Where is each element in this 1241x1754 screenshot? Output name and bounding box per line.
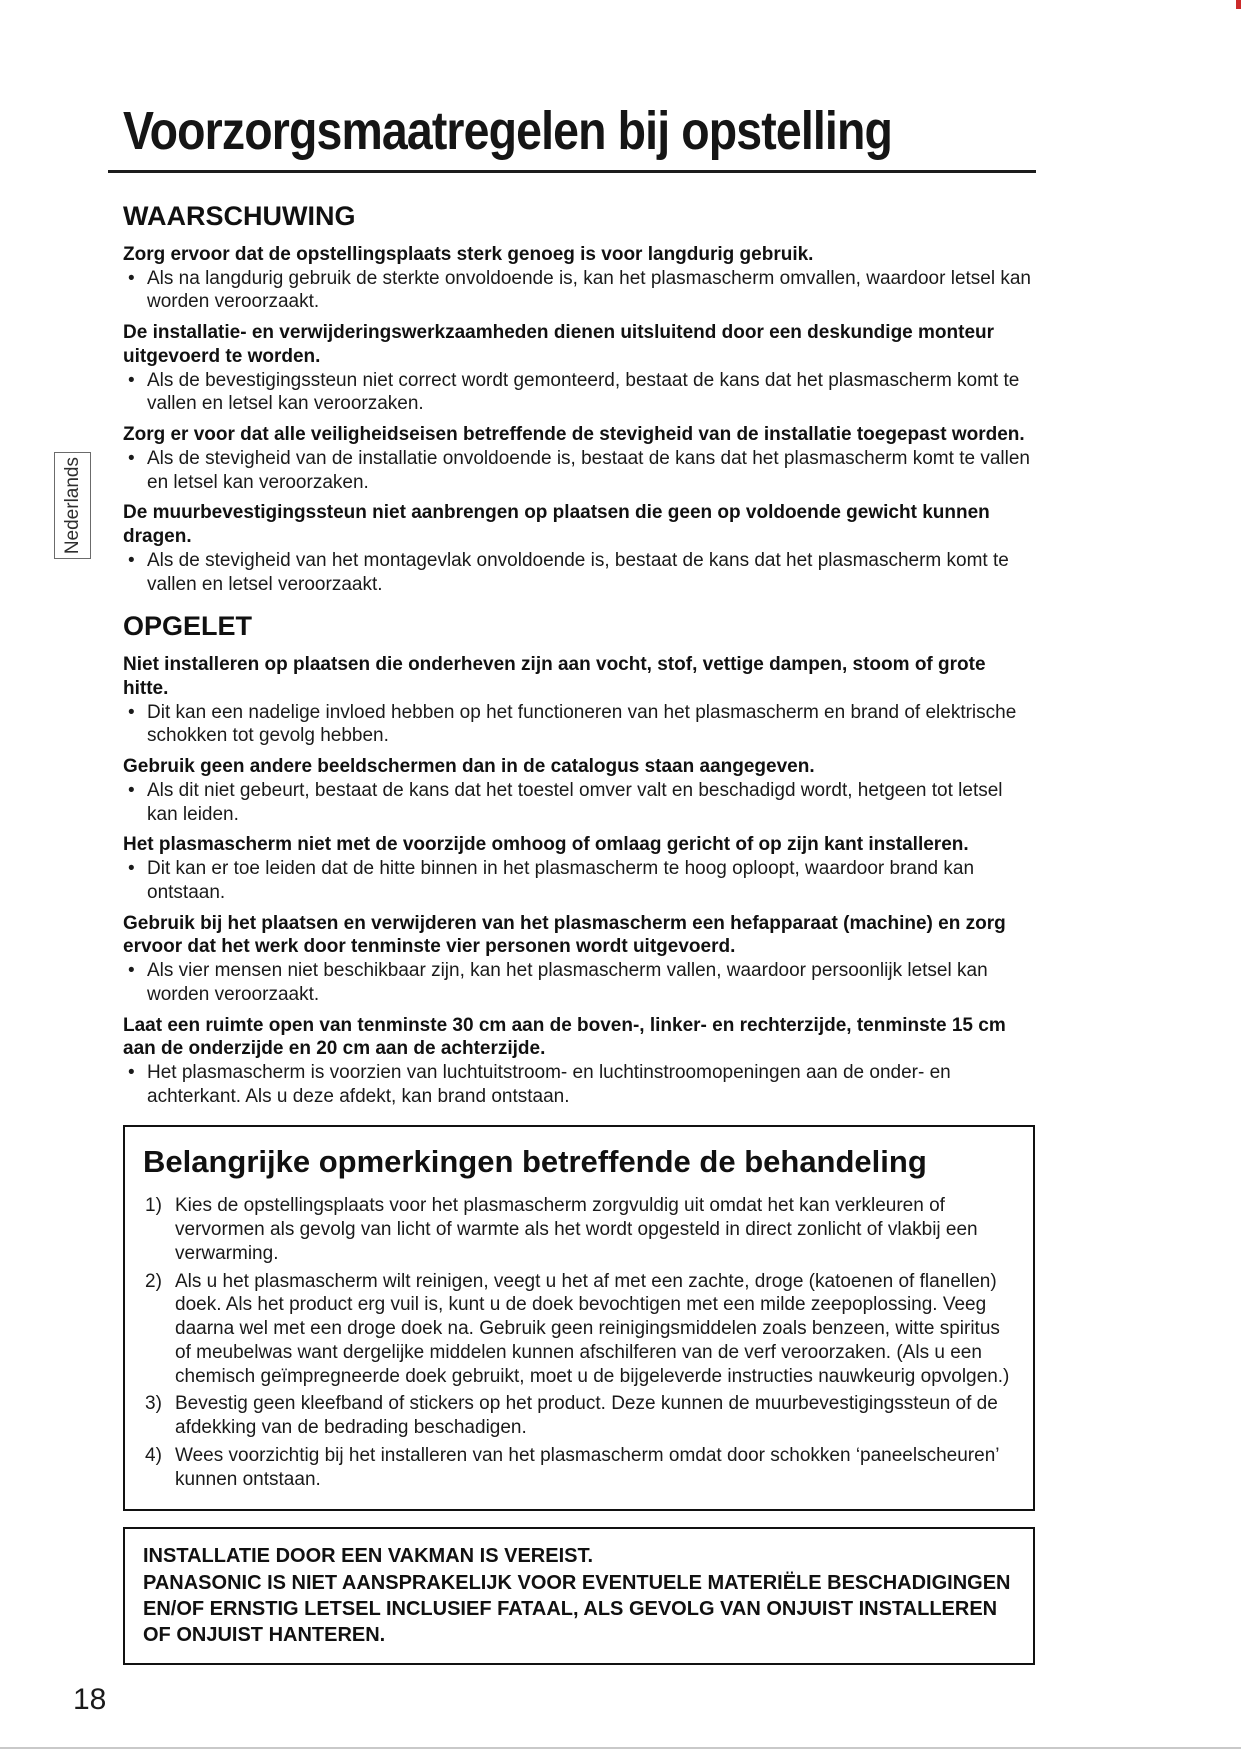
warning-item-bullet: • Als de stevigheid van de installatie onvoldoende is, bestaat de kans dat het plasmascherm komt te vallen en letsel kan veroorzaken. bbox=[123, 447, 1035, 495]
page-content bbox=[73, 200, 1035, 1718]
important-notes-box bbox=[123, 1125, 1035, 1512]
warning-item bbox=[123, 321, 1035, 416]
warning-heading: WAARSCHUWING bbox=[123, 201, 356, 231]
warning-item bbox=[123, 243, 1035, 314]
language-tab-label: Nederlands bbox=[61, 456, 83, 555]
caution-item bbox=[123, 1014, 1035, 1109]
note-number: 3) bbox=[145, 1393, 162, 1415]
caution-item-bullet: • Als vier mensen niet beschikbaar zijn, kan het plasmascherm vallen, waardoor persoonlijk letsel kan worden veroorzaakt. bbox=[123, 959, 1035, 1007]
warning-item bbox=[123, 423, 1035, 494]
note-item bbox=[143, 1444, 1015, 1492]
caution-item bbox=[123, 833, 1035, 904]
caution-item-lead: Gebruik bij het plaatsen en verwijderen van het plasmascherm een hefapparaat (machine) en zorg ervoor dat het werk door tenminste vier personen wordt uitgevoerd. bbox=[123, 912, 1006, 958]
warning-item-bullet: • Als de bevestigingssteun niet correct wordt gemonteerd, bestaat de kans dat het plasmascherm komt te vallen en letsel kan veroorzaken. bbox=[123, 369, 1035, 417]
warning-item-lead: Zorg er voor dat alle veiligheidseisen betreffende de stevigheid van de installatie toegepast worden. bbox=[123, 424, 1025, 445]
caution-item-lead: Het plasmascherm niet met de voorzijde omhoog of omlaag gericht of op zijn kant installeren. bbox=[123, 834, 969, 856]
caution-item bbox=[123, 653, 1035, 748]
page-title: Voorzorgsmaatregelen bij opstelling bbox=[123, 101, 892, 161]
installer-notice-box bbox=[123, 1527, 1035, 1665]
note-text: Wees voorzichtig bij het installeren van het plasmascherm omdat door schokken ‘paneelscheuren’ kunnen ontstaan. bbox=[175, 1444, 999, 1490]
caution-item-bullet: • Dit kan er toe leiden dat de hitte binnen in het plasmascherm te hoog oploopt, waardoor brand kan ontstaan. bbox=[123, 857, 1035, 905]
note-number: 2) bbox=[145, 1270, 162, 1292]
caution-item-bullet: • Dit kan een nadelige invloed hebben op het functioneren van het plasmascherm en brand of elektrische schokken tot gevolg hebben. bbox=[123, 701, 1035, 749]
important-notes-heading: Belangrijke opmerkingen betreffende de behandeling bbox=[143, 1143, 927, 1179]
note-number: 4) bbox=[145, 1444, 162, 1466]
installer-notice-line: PANASONIC IS NIET AANSPRAKELIJK VOOR EVENTUELE MATERIËLE BESCHADIGINGEN EN/OF ERNSTIG LETSEL INCLUSIEF FATAAL, ALS GEVOLG VAN ONJUIST INSTALLEREN OF ONJUIST HANTEREN. bbox=[143, 1571, 1011, 1647]
page-edge-line bbox=[0, 1747, 1241, 1749]
caution-heading: OPGELET bbox=[123, 611, 253, 642]
note-number: 1) bbox=[145, 1195, 162, 1217]
caution-item-lead: Laat een ruimte open van tenminste 30 cm aan de boven-, linker- en rechterzijde, tenminste 15 cm aan de onderzijde en 20 cm aan de achterzijde. bbox=[123, 1014, 1006, 1060]
warning-item-lead: De muurbevestigingssteun niet aanbrengen op plaatsen die geen op voldoende gewicht kunnen dragen. bbox=[123, 502, 990, 547]
caution-item-bullet: • Als dit niet gebeurt, bestaat de kans dat het toestel omver valt en beschadigd wordt, hetgeen tot letsel kan leiden. bbox=[123, 779, 1035, 827]
caution-item bbox=[123, 755, 1035, 826]
caution-item-lead: Gebruik geen andere beeldschermen dan in de catalogus staan aangegeven. bbox=[123, 756, 815, 777]
title-divider bbox=[108, 170, 1036, 173]
note-text: Kies de opstellingsplaats voor het plasmascherm zorgvuldig uit omdat het kan verkleuren of vervormen als gevolg van licht of warmte als het wordt opgesteld in direct zonlicht of vlakbij een verwarming. bbox=[175, 1195, 978, 1264]
warning-item-bullet: • Als de stevigheid van het montagevlak onvoldoende is, bestaat de kans dat het plasmascherm komt te vallen en letsel veroorzaakt. bbox=[123, 549, 1035, 597]
caution-item-lead: Niet installeren op plaatsen die onderheven zijn aan vocht, stof, vettige dampen, stoom of grote hitte. bbox=[123, 654, 986, 699]
note-item bbox=[143, 1270, 1015, 1389]
caution-item bbox=[123, 912, 1035, 1007]
note-text: Als u het plasmascherm wilt reinigen, veegt u het af met een zachte, droge (katoenen of flanellen) doek. Als het product erg vuil is, kunt u de doek bevochtigen met een milde zeepoplossing. Veeg daarna wel met een droge doek na. Gebruik geen reinigingsmiddelen zoals benzeen, witte spiritus of meubelwas want dergelijke middelen kunnen afschilferen van de verf veroorzaken. (Als u een chemisch geïmpregneerde doek gebruikt, moet u de bijgeleverde instructies nauwkeurig opvolgen.) bbox=[175, 1270, 1010, 1387]
page-number: 18 bbox=[73, 1682, 107, 1716]
warning-item bbox=[123, 501, 1035, 596]
language-tab bbox=[54, 452, 91, 559]
warning-item-lead: Zorg ervoor dat de opstellingsplaats sterk genoeg is voor langdurig gebruik. bbox=[123, 243, 814, 265]
note-item bbox=[143, 1194, 1015, 1265]
caution-item-bullet: • Het plasmascherm is voorzien van luchtuitstroom- en luchtinstroomopeningen aan de onder- en achterkant. Als u deze afdekt, kan brand ontstaan. bbox=[123, 1061, 1035, 1109]
warning-item-bullet: • Als na langdurig gebruik de sterkte onvoldoende is, kan het plasmascherm omvallen, waardoor letsel kan worden veroorzaakt. bbox=[123, 267, 1035, 315]
note-text: Bevestig geen kleefband of stickers op het product. Deze kunnen de muurbevestigingssteun of de afdekking van de bedrading beschadigen. bbox=[175, 1393, 998, 1438]
corner-mark bbox=[1236, 0, 1241, 9]
installer-notice-line: INSTALLATIE DOOR EEN VAKMAN IS VEREIST. bbox=[143, 1545, 594, 1568]
note-item bbox=[143, 1392, 1015, 1440]
warning-item-lead: De installatie- en verwijderingswerkzaamheden dienen uitsluitend door een deskundige monteur uitgevoerd te worden. bbox=[123, 322, 995, 367]
